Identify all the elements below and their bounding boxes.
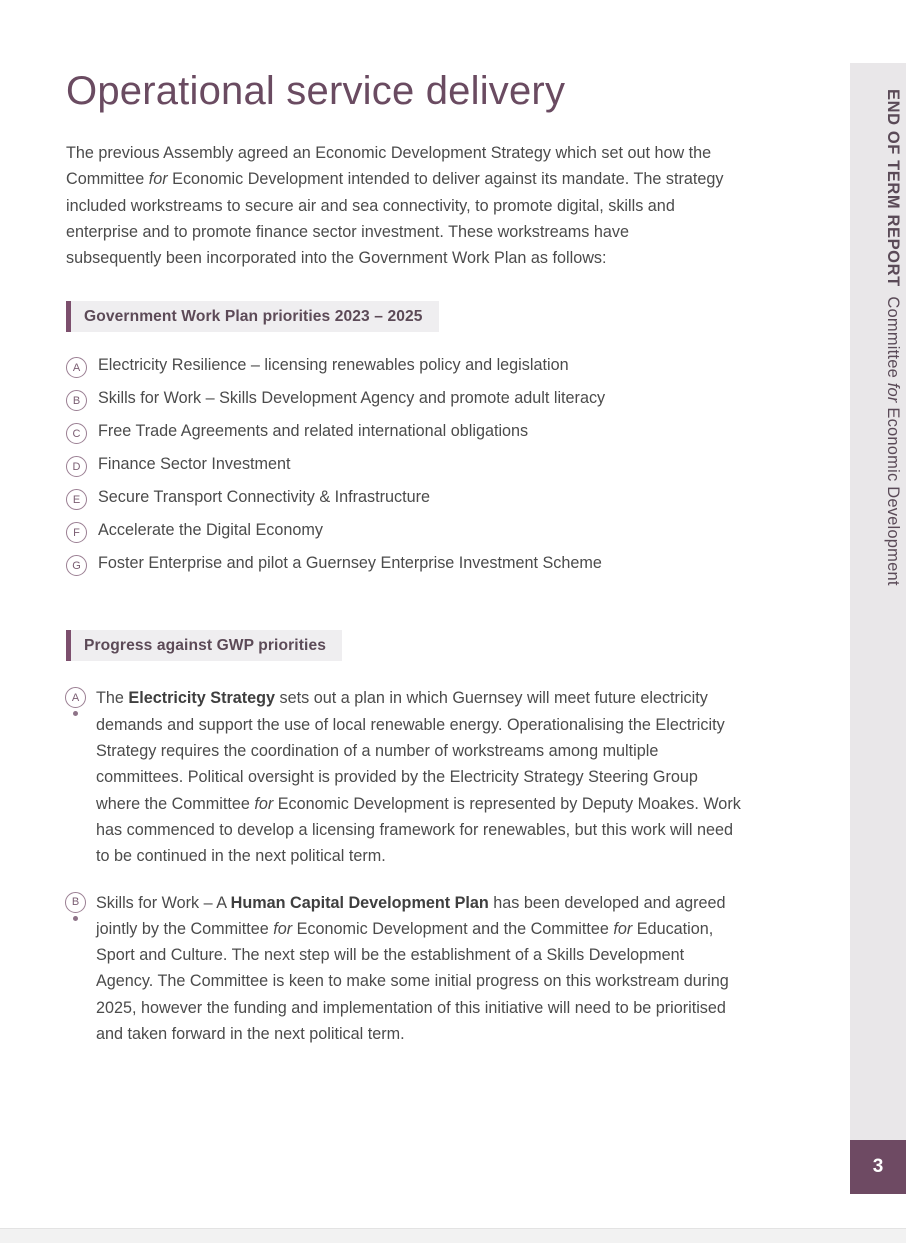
- text-segment: Economic Development is represented by Deputy Moakes. Work has commenced to develop a licensing framework for renewables, but this work will need to be continued in the next political term.: [96, 794, 741, 866]
- page-bottom-edge: [0, 1228, 906, 1243]
- banner-gwp-priorities-label: Government Work Plan priorities 2023 – 2025: [84, 307, 423, 325]
- list-item: [66, 387, 746, 411]
- banner-gwp-priorities: [66, 301, 439, 332]
- letter-badge-b: B: [65, 892, 86, 913]
- text-segment: Education, Sport and Culture. The next step will be the establishment of a Skills Development Agency. The Committee is keen to make some initial progress on this workstream during 2025, however the funding and implementation of this initiative will need to be prioritised and taken forward in the next political term.: [96, 919, 729, 1044]
- letter-badge-b: B: [66, 390, 87, 411]
- side-tab: [850, 63, 906, 1157]
- letter-badge-c: C: [66, 423, 87, 444]
- rail-end-dot: [73, 711, 78, 716]
- list-item: [66, 453, 746, 477]
- text-segment-italic: for: [613, 919, 633, 938]
- text-segment: The: [96, 689, 129, 708]
- text-segment-bold: Human Capital Development Plan: [230, 893, 489, 912]
- rail-end-dot: [73, 916, 78, 921]
- letter-badge-f: F: [66, 522, 87, 543]
- text-segment: Skills for Work – A: [96, 893, 231, 912]
- page-title: Operational service delivery: [66, 69, 566, 113]
- text-segment: has been developed and agreed jointly by the Committee: [96, 893, 726, 938]
- text-segment: sets out a plan in which Guernsey will meet future electricity demands and support the use of local renewable energy. Operationalising the Electricity Strategy requires the coordination of a number of workstreams among multiple committees. Political oversight is provided by the Electricity Strategy Steering Group where the Committee: [96, 689, 725, 813]
- page-number: 3: [872, 1156, 884, 1177]
- side-tab-committee: [884, 287, 902, 586]
- text-segment: Economic Development and the Committee: [292, 919, 614, 938]
- progress-rail: [66, 890, 85, 922]
- progress-item-text: [96, 890, 744, 1048]
- list-item: [66, 354, 746, 378]
- letter-badge-g: G: [66, 555, 87, 576]
- letter-badge-a: A: [65, 687, 86, 708]
- progress-rail: [66, 685, 85, 717]
- side-tab-committee-suffix: Economic Development: [884, 402, 902, 586]
- letter-badge-e: E: [66, 489, 87, 510]
- progress-item-b: [66, 890, 746, 1048]
- progress-item-text: [96, 685, 744, 869]
- list-item-label: Finance Sector Investment: [98, 455, 291, 474]
- side-tab-committee-prefix: Committee: [884, 296, 902, 383]
- list-item-label: Foster Enterprise and pilot a Guernsey Enterprise Investment Scheme: [98, 554, 602, 573]
- text-segment-italic: for: [254, 794, 274, 813]
- text-segment-italic: for: [273, 919, 293, 938]
- side-tab-text: [883, 89, 902, 1129]
- page-content: [66, 0, 746, 1067]
- list-item-label: Accelerate the Digital Economy: [98, 521, 323, 540]
- list-item-label: Free Trade Agreements and related international obligations: [98, 422, 529, 441]
- letter-badge-d: D: [66, 456, 87, 477]
- list-item: [66, 486, 746, 510]
- page-number-badge: [850, 1140, 906, 1194]
- list-item-label: Secure Transport Connectivity & Infrastructure: [98, 488, 430, 507]
- list-item: [66, 420, 746, 444]
- list-item: [66, 519, 746, 543]
- side-tab-committee-italic: for: [884, 382, 902, 403]
- intro-paragraph: [66, 140, 728, 271]
- intro-part-2: Economic Development intended to deliver against its mandate. The strategy included workstreams to secure air and sea connectivity, to promote digital, skills and enterprise and to promote finance sector investment. These workstreams have subsequently been incorporated into the Government Work Plan as follows:: [66, 170, 724, 268]
- gwp-priorities-list: [66, 354, 746, 576]
- letter-badge-a: A: [66, 357, 87, 378]
- list-item-label: Electricity Resilience – licensing renewables policy and legislation: [98, 356, 569, 375]
- banner-progress: [66, 630, 342, 661]
- progress-list: [66, 685, 746, 1047]
- text-segment-bold: Electricity Strategy: [128, 689, 276, 708]
- intro-part-italic: for: [148, 170, 168, 189]
- intro-part-1: The previous Assembly agreed an Economic Development Strategy which set out how the Committee: [66, 144, 712, 189]
- list-item: [66, 552, 746, 576]
- side-tab-report-label: END OF TERM REPORT: [884, 89, 902, 287]
- banner-progress-label: Progress against GWP priorities: [84, 636, 326, 654]
- progress-item-a: [66, 685, 746, 869]
- list-item-label: Skills for Work – Skills Development Agency and promote adult literacy: [98, 389, 606, 408]
